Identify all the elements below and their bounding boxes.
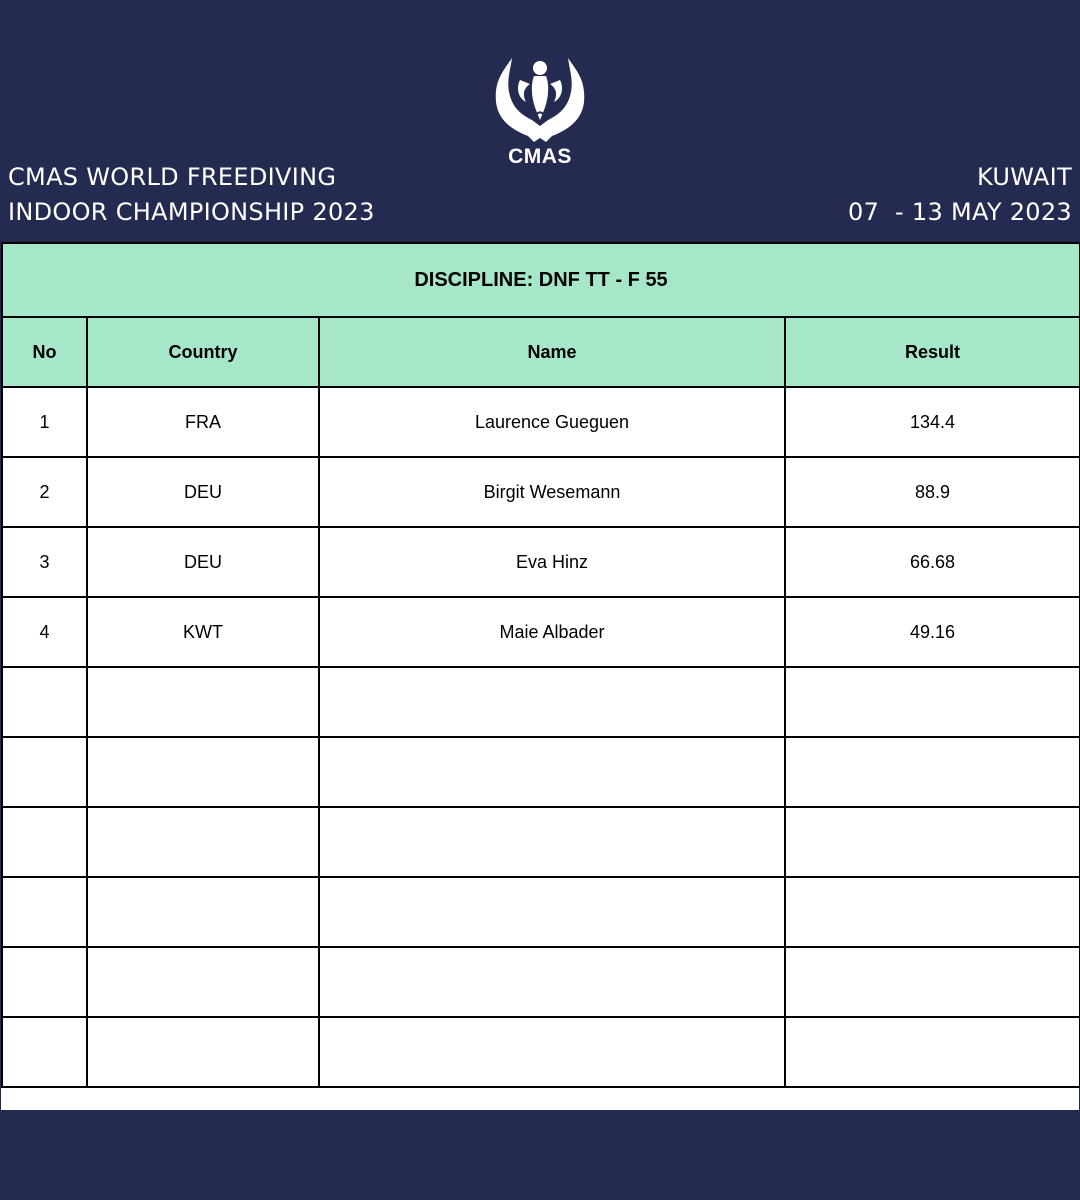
table-row xyxy=(2,387,1080,457)
cmas-mermaid-logo-icon xyxy=(490,50,590,145)
title-line-1: CMAS WORLD FREEDIVING xyxy=(8,163,337,191)
logo-text: CMAS xyxy=(508,145,572,168)
cell-no: 3 xyxy=(2,527,87,597)
results-table xyxy=(1,242,1080,1088)
table-header-row xyxy=(2,317,1080,387)
cell-name xyxy=(319,737,785,807)
cell-country xyxy=(87,947,319,1017)
cell-no xyxy=(2,737,87,807)
cell-result xyxy=(785,877,1080,947)
column-header-no: No xyxy=(2,317,87,387)
cell-name xyxy=(319,877,785,947)
column-header-result: Result xyxy=(785,317,1080,387)
cell-result xyxy=(785,947,1080,1017)
cell-country xyxy=(87,737,319,807)
cell-result xyxy=(785,807,1080,877)
cell-country xyxy=(87,667,319,737)
table-row xyxy=(2,807,1080,877)
cell-name xyxy=(319,667,785,737)
cell-result xyxy=(785,667,1080,737)
cell-result: 66.68 xyxy=(785,527,1080,597)
cell-result xyxy=(785,1017,1080,1087)
cell-no xyxy=(2,807,87,877)
table-row xyxy=(2,597,1080,667)
cell-result: 134.4 xyxy=(785,387,1080,457)
table-row xyxy=(2,737,1080,807)
cell-result: 49.16 xyxy=(785,597,1080,667)
results-table-container xyxy=(1,242,1079,1110)
cell-name: Eva Hinz xyxy=(319,527,785,597)
cell-name: Laurence Gueguen xyxy=(319,387,785,457)
cell-no xyxy=(2,877,87,947)
event-dates: 07 - 13 MAY 2023 xyxy=(848,198,1072,226)
cell-name xyxy=(319,807,785,877)
cell-country xyxy=(87,807,319,877)
cell-name: Birgit Wesemann xyxy=(319,457,785,527)
location: KUWAIT xyxy=(976,163,1072,191)
table-row xyxy=(2,947,1080,1017)
cell-no xyxy=(2,1017,87,1087)
column-header-country: Country xyxy=(87,317,319,387)
cell-no: 1 xyxy=(2,387,87,457)
championship-title xyxy=(8,160,375,230)
discipline-row xyxy=(2,243,1080,317)
discipline-title: DISCIPLINE: DNF TT - F 55 xyxy=(2,243,1080,317)
cell-no xyxy=(2,947,87,1017)
cell-name xyxy=(319,947,785,1017)
cell-name xyxy=(319,1017,785,1087)
cell-country: DEU xyxy=(87,457,319,527)
table-row xyxy=(2,527,1080,597)
cell-result: 88.9 xyxy=(785,457,1080,527)
table-row xyxy=(2,457,1080,527)
cell-name: Maie Albader xyxy=(319,597,785,667)
column-header-name: Name xyxy=(319,317,785,387)
cell-no: 4 xyxy=(2,597,87,667)
cell-no xyxy=(2,667,87,737)
table-row xyxy=(2,1017,1080,1087)
cell-country xyxy=(87,877,319,947)
cell-country xyxy=(87,1017,319,1087)
cell-result xyxy=(785,737,1080,807)
cell-country: DEU xyxy=(87,527,319,597)
event-location-dates xyxy=(848,160,1072,230)
cell-no: 2 xyxy=(2,457,87,527)
table-row xyxy=(2,877,1080,947)
title-line-2: INDOOR CHAMPIONSHIP 2023 xyxy=(8,198,375,226)
table-row xyxy=(2,667,1080,737)
cell-country: KWT xyxy=(87,597,319,667)
cmas-logo xyxy=(490,50,590,175)
cell-country: FRA xyxy=(87,387,319,457)
